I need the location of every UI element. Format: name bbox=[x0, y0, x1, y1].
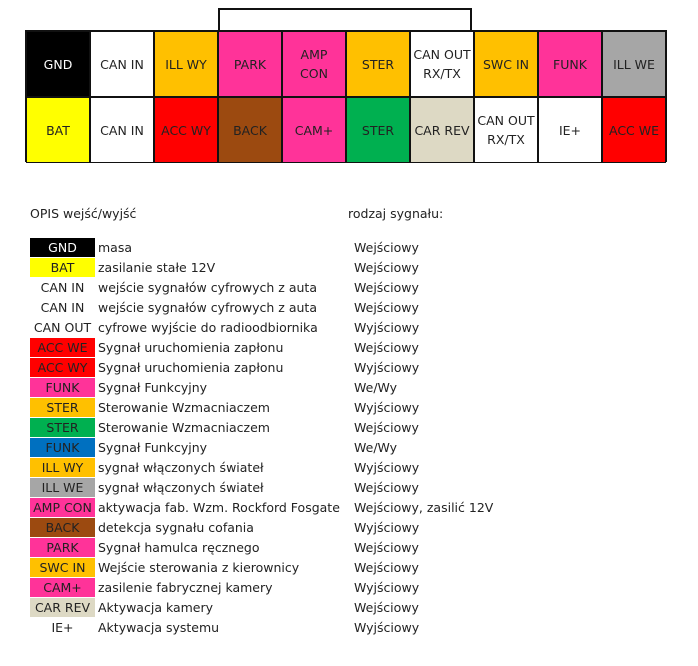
connector-pin: CAN OUT RX/TX bbox=[474, 97, 538, 163]
connector-pin: FUNK bbox=[538, 31, 602, 97]
legend-color-code: ACC WY bbox=[30, 358, 95, 377]
legend-row bbox=[30, 578, 670, 598]
legend-color-code: BACK bbox=[30, 518, 95, 537]
connector-pin: CAR REV bbox=[410, 97, 474, 163]
legend-signal-type: Wyjściowy bbox=[354, 460, 420, 475]
legend-color-code: IE+ bbox=[30, 618, 95, 637]
legend-color-code: SWC IN bbox=[30, 558, 95, 577]
legend-signal-type: Wyjściowy bbox=[354, 580, 420, 595]
legend-description: Sygnał Funkcyjny bbox=[98, 440, 208, 455]
connector-pin: BACK bbox=[218, 97, 282, 163]
connector-pin: STER bbox=[346, 97, 410, 163]
connector-pin: AMP CON bbox=[282, 31, 346, 97]
legend-row bbox=[30, 238, 670, 258]
connector-locking-tab bbox=[218, 8, 472, 30]
legend-color-code: CAM+ bbox=[30, 578, 95, 597]
legend-row bbox=[30, 438, 670, 458]
legend-signal-type: We/Wy bbox=[354, 440, 398, 455]
legend-header bbox=[30, 206, 670, 224]
legend-signal-type: Wejściowy bbox=[354, 600, 419, 615]
legend-color-code: ILL WE bbox=[30, 478, 95, 497]
description-column-header: OPIS wejść/wyjść bbox=[30, 206, 137, 221]
legend-description: cyfrowe wyjście do radioodbiornika bbox=[98, 320, 318, 335]
connector-pin: SWC IN bbox=[474, 31, 538, 97]
legend-description: sygnał włączonych świateł bbox=[98, 480, 264, 495]
legend-signal-type: Wejściowy bbox=[354, 480, 419, 495]
legend-description: sygnał włączonych świateł bbox=[98, 460, 264, 475]
legend-description: Aktywacja systemu bbox=[98, 620, 220, 635]
signal-column-header: rodzaj sygnału: bbox=[348, 206, 444, 221]
connector-pin: BAT bbox=[26, 97, 90, 163]
legend-color-code: STER bbox=[30, 418, 95, 437]
legend-color-code: CAR REV bbox=[30, 598, 95, 617]
legend-description: Sygnał Funkcyjny bbox=[98, 380, 208, 395]
legend-signal-type: Wyjściowy bbox=[354, 520, 420, 535]
legend-row bbox=[30, 258, 670, 278]
legend-color-code: ACC WE bbox=[30, 338, 95, 357]
legend-row bbox=[30, 558, 670, 578]
legend-color-code: STER bbox=[30, 398, 95, 417]
legend-row bbox=[30, 618, 670, 638]
legend-description: Sterowanie Wzmacniaczem bbox=[98, 420, 270, 435]
connector-pin: PARK bbox=[218, 31, 282, 97]
legend-row bbox=[30, 358, 670, 378]
legend-description: Wejście sterowania z kierownicy bbox=[98, 560, 300, 575]
legend-description: Sterowanie Wzmacniaczem bbox=[98, 400, 270, 415]
legend-description: masa bbox=[98, 240, 133, 255]
legend-row bbox=[30, 398, 670, 418]
legend-color-code: CAN OUT bbox=[30, 318, 95, 337]
legend-color-code: CAN IN bbox=[30, 298, 95, 317]
legend-color-code: FUNK bbox=[30, 438, 95, 457]
connector-pin: CAM+ bbox=[282, 97, 346, 163]
connector-pin: STER bbox=[346, 31, 410, 97]
legend-row bbox=[30, 378, 670, 398]
connector-pin: CAN IN bbox=[90, 97, 154, 163]
legend-color-code: GND bbox=[30, 238, 95, 257]
legend-row bbox=[30, 478, 670, 498]
legend-signal-type: Wejściowy, zasilić 12V bbox=[354, 500, 494, 515]
legend-color-code: BAT bbox=[30, 258, 95, 277]
legend-signal-type: Wejściowy bbox=[354, 280, 419, 295]
legend-description: aktywacja fab. Wzm. Rockford Fosgate bbox=[98, 500, 340, 515]
legend-description: zasilanie stałe 12V bbox=[98, 260, 216, 275]
legend-row bbox=[30, 278, 670, 298]
legend-row bbox=[30, 318, 670, 338]
legend-row bbox=[30, 338, 670, 358]
connector-pin: CAN OUT RX/TX bbox=[410, 31, 474, 97]
legend-signal-type: We/Wy bbox=[354, 380, 398, 395]
legend-description: Sygnał hamulca ręcznego bbox=[98, 540, 260, 555]
legend-color-code: CAN IN bbox=[30, 278, 95, 297]
legend-row bbox=[30, 298, 670, 318]
legend-row bbox=[30, 458, 670, 478]
legend-signal-type: Wejściowy bbox=[354, 420, 419, 435]
legend-signal-type: Wyjściowy bbox=[354, 400, 420, 415]
legend-description: Sygnał uruchomienia zapłonu bbox=[98, 340, 284, 355]
connector-pin: ILL WE bbox=[602, 31, 666, 97]
legend-description: wejście sygnałów cyfrowych z auta bbox=[98, 280, 317, 295]
legend-color-code: AMP CON bbox=[30, 498, 95, 517]
legend-signal-type: Wejściowy bbox=[354, 560, 419, 575]
legend-row bbox=[30, 418, 670, 438]
connector-pin: CAN IN bbox=[90, 31, 154, 97]
legend-signal-type: Wejściowy bbox=[354, 340, 419, 355]
legend-description: wejście sygnałów cyfrowych z auta bbox=[98, 300, 317, 315]
connector-pin: IE+ bbox=[538, 97, 602, 163]
connector-pin: ILL WY bbox=[154, 31, 218, 97]
connector-pin: ACC WY bbox=[154, 97, 218, 163]
legend-description: zasilenie fabrycznej kamery bbox=[98, 580, 273, 595]
legend-signal-type: Wejściowy bbox=[354, 240, 419, 255]
legend-row bbox=[30, 598, 670, 618]
legend-color-code: ILL WY bbox=[30, 458, 95, 477]
connector-pin: ACC WE bbox=[602, 97, 666, 163]
legend-signal-type: Wejściowy bbox=[354, 300, 419, 315]
legend-signal-type: Wejściowy bbox=[354, 540, 419, 555]
legend-signal-type: Wejściowy bbox=[354, 260, 419, 275]
legend-color-code: PARK bbox=[30, 538, 95, 557]
legend-description: Sygnał uruchomienia zapłonu bbox=[98, 360, 284, 375]
legend-signal-type: Wyjściowy bbox=[354, 620, 420, 635]
legend-description: Aktywacja kamery bbox=[98, 600, 214, 615]
legend-list bbox=[30, 238, 670, 638]
connector-pin: GND bbox=[26, 31, 90, 97]
legend-row bbox=[30, 498, 670, 518]
legend-description: detekcja sygnału cofania bbox=[98, 520, 254, 535]
legend-signal-type: Wyjściowy bbox=[354, 360, 420, 375]
connector-pin-grid bbox=[25, 30, 667, 162]
legend-color-code: FUNK bbox=[30, 378, 95, 397]
legend-signal-type: Wyjściowy bbox=[354, 320, 420, 335]
legend-row bbox=[30, 518, 670, 538]
legend-row bbox=[30, 538, 670, 558]
